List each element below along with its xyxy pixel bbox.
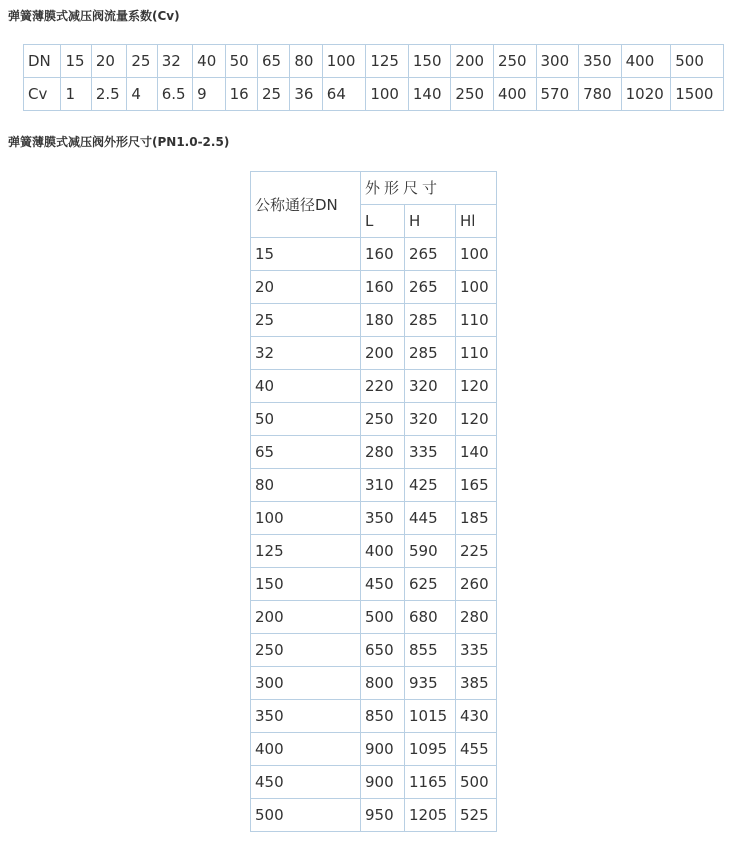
h-cell: 1015 — [405, 700, 456, 733]
table-cell: 15 — [61, 45, 91, 78]
table-cell: 32 — [157, 45, 192, 78]
cv-table — [23, 44, 724, 111]
table-cell: 780 — [579, 78, 622, 111]
dn-cell: 150 — [251, 568, 361, 601]
table-cell: 65 — [257, 45, 289, 78]
table-cell: 16 — [225, 78, 257, 111]
table-cell: 1 — [61, 78, 91, 111]
table-row — [251, 601, 497, 634]
h-cell: 590 — [405, 535, 456, 568]
l-cell: 900 — [361, 766, 405, 799]
l-cell: 850 — [361, 700, 405, 733]
row-label-cell: DN — [24, 45, 61, 78]
l-cell: 250 — [361, 403, 405, 436]
l-cell: 450 — [361, 568, 405, 601]
cv-table-body — [24, 45, 724, 111]
h-cell: 1165 — [405, 766, 456, 799]
l-cell: 800 — [361, 667, 405, 700]
h-cell: 1095 — [405, 733, 456, 766]
hl-cell: 500 — [456, 766, 497, 799]
table-cell: 140 — [408, 78, 451, 111]
table-cell: 2.5 — [91, 78, 126, 111]
h-cell: 935 — [405, 667, 456, 700]
h-cell: 320 — [405, 370, 456, 403]
l-cell: 160 — [361, 271, 405, 304]
dimension-table-header — [251, 172, 497, 238]
h-cell: 265 — [405, 238, 456, 271]
dn-cell: 15 — [251, 238, 361, 271]
table-cell: 570 — [536, 78, 579, 111]
table-cell: 1020 — [621, 78, 671, 111]
table-cell: 250 — [451, 78, 494, 111]
dn-header-cell: 公称通径DN — [251, 172, 361, 238]
table-cell: 20 — [91, 45, 126, 78]
dn-cell: 200 — [251, 601, 361, 634]
table-cell: 64 — [322, 78, 366, 111]
hl-cell: 140 — [456, 436, 497, 469]
h-cell: 285 — [405, 337, 456, 370]
dn-cell: 450 — [251, 766, 361, 799]
h-cell: 1205 — [405, 799, 456, 832]
table-cell: 6.5 — [157, 78, 192, 111]
cv-dn-row — [24, 45, 724, 78]
table-cell: 36 — [290, 78, 322, 111]
l-cell: 310 — [361, 469, 405, 502]
hl-cell: 430 — [456, 700, 497, 733]
hl-cell: 120 — [456, 403, 497, 436]
table-cell: 25 — [257, 78, 289, 111]
l-cell: 500 — [361, 601, 405, 634]
l-cell: 220 — [361, 370, 405, 403]
h-cell: 320 — [405, 403, 456, 436]
table-row — [251, 667, 497, 700]
hl-cell: 110 — [456, 304, 497, 337]
dn-cell: 500 — [251, 799, 361, 832]
table-cell: 300 — [536, 45, 579, 78]
row-label-cell: Cv — [24, 78, 61, 111]
dn-cell: 125 — [251, 535, 361, 568]
table-row — [251, 238, 497, 271]
header-h: H — [405, 205, 456, 238]
h-cell: 855 — [405, 634, 456, 667]
table-row — [251, 799, 497, 832]
table-row — [251, 469, 497, 502]
table-row — [251, 271, 497, 304]
h-cell: 680 — [405, 601, 456, 634]
table-cell: 9 — [193, 78, 225, 111]
table-cell: 250 — [493, 45, 536, 78]
h-cell: 445 — [405, 502, 456, 535]
table-cell: 150 — [408, 45, 451, 78]
table-row — [251, 733, 497, 766]
table-row — [251, 436, 497, 469]
l-cell: 650 — [361, 634, 405, 667]
table-cell: 400 — [621, 45, 671, 78]
table-cell: 125 — [366, 45, 409, 78]
dn-cell: 40 — [251, 370, 361, 403]
dimension-group-header: 外形尺寸 — [361, 172, 497, 205]
table-cell: 350 — [579, 45, 622, 78]
table-row — [251, 700, 497, 733]
dimension-table-body — [251, 238, 497, 832]
dn-cell: 65 — [251, 436, 361, 469]
dn-cell: 400 — [251, 733, 361, 766]
dn-cell: 20 — [251, 271, 361, 304]
cv-value-row — [24, 78, 724, 111]
table-row — [251, 337, 497, 370]
table-cell: 1500 — [671, 78, 724, 111]
dn-cell: 100 — [251, 502, 361, 535]
dn-cell: 300 — [251, 667, 361, 700]
hl-cell: 185 — [456, 502, 497, 535]
table-row — [251, 568, 497, 601]
hl-cell: 100 — [456, 271, 497, 304]
table-cell: 4 — [127, 78, 157, 111]
dn-cell: 350 — [251, 700, 361, 733]
table-cell: 400 — [493, 78, 536, 111]
l-cell: 950 — [361, 799, 405, 832]
table-cell: 80 — [290, 45, 322, 78]
hl-cell: 165 — [456, 469, 497, 502]
table-cell: 40 — [193, 45, 225, 78]
l-cell: 400 — [361, 535, 405, 568]
hl-cell: 525 — [456, 799, 497, 832]
l-cell: 900 — [361, 733, 405, 766]
cv-table-title: 弹簧薄膜式减压阀流量系数(Cv) — [8, 9, 180, 23]
table-cell: 100 — [322, 45, 366, 78]
l-cell: 350 — [361, 502, 405, 535]
table-row — [251, 403, 497, 436]
table-row — [251, 370, 497, 403]
hl-cell: 100 — [456, 238, 497, 271]
l-cell: 200 — [361, 337, 405, 370]
dn-cell: 80 — [251, 469, 361, 502]
table-row — [251, 502, 497, 535]
h-cell: 335 — [405, 436, 456, 469]
h-cell: 265 — [405, 271, 456, 304]
l-cell: 280 — [361, 436, 405, 469]
hl-cell: 455 — [456, 733, 497, 766]
table-cell: 25 — [127, 45, 157, 78]
table-cell: 500 — [671, 45, 724, 78]
dn-cell: 25 — [251, 304, 361, 337]
hl-cell: 280 — [456, 601, 497, 634]
table-row — [251, 766, 497, 799]
hl-cell: 260 — [456, 568, 497, 601]
table-row — [251, 634, 497, 667]
header-hl: Hl — [456, 205, 497, 238]
table-cell: 50 — [225, 45, 257, 78]
dimension-table-title: 弹簧薄膜式减压阀外形尺寸(PN1.0-2.5) — [8, 135, 230, 149]
table-cell: 100 — [366, 78, 409, 111]
header-l: L — [361, 205, 405, 238]
table-row — [251, 304, 497, 337]
dn-cell: 32 — [251, 337, 361, 370]
hl-cell: 110 — [456, 337, 497, 370]
table-cell: 200 — [451, 45, 494, 78]
dimension-header-row-1 — [251, 172, 497, 205]
table-row — [251, 535, 497, 568]
hl-cell: 120 — [456, 370, 497, 403]
hl-cell: 335 — [456, 634, 497, 667]
dn-cell: 50 — [251, 403, 361, 436]
h-cell: 285 — [405, 304, 456, 337]
l-cell: 180 — [361, 304, 405, 337]
hl-cell: 385 — [456, 667, 497, 700]
hl-cell: 225 — [456, 535, 497, 568]
h-cell: 425 — [405, 469, 456, 502]
dn-cell: 250 — [251, 634, 361, 667]
h-cell: 625 — [405, 568, 456, 601]
l-cell: 160 — [361, 238, 405, 271]
dimension-table — [250, 171, 497, 832]
